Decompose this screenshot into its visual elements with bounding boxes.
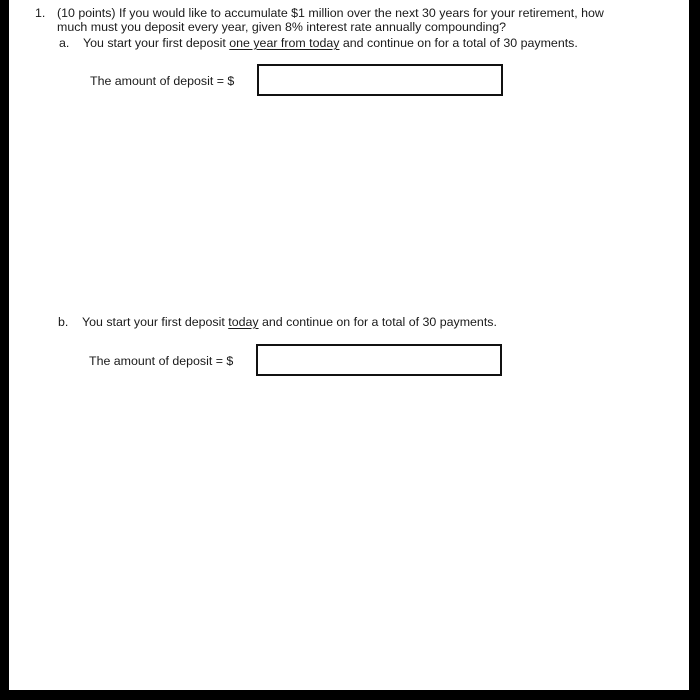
part-b-label: b. (58, 315, 69, 329)
part-a-text-after: and continue on for a total of 30 payments. (339, 36, 578, 50)
part-b-answer-box[interactable] (256, 344, 502, 376)
worksheet-page (9, 0, 689, 690)
part-a-text (83, 36, 578, 50)
question-number: 1. (35, 6, 46, 20)
part-a-underlined: one year from today (229, 36, 340, 50)
question-text-line-2: much must you deposit every year, given 8% interest rate annually compounding? (57, 20, 507, 34)
part-b-text-before: You start your first deposit (82, 315, 229, 329)
part-a-deposit-label: The amount of deposit = $ (90, 74, 235, 88)
part-a-answer-box[interactable] (257, 64, 503, 96)
part-a-text-before: You start your first deposit (83, 36, 230, 50)
question-text-line-1: (10 points) If you would like to accumulate $1 million over the next 30 years for your retirement, how (57, 6, 604, 20)
part-b-underlined: today (228, 315, 259, 329)
part-b-text (82, 315, 497, 329)
part-a-label: a. (59, 36, 70, 50)
part-b-text-after: and continue on for a total of 30 payments. (258, 315, 497, 329)
part-b-deposit-label: The amount of deposit = $ (89, 354, 234, 368)
